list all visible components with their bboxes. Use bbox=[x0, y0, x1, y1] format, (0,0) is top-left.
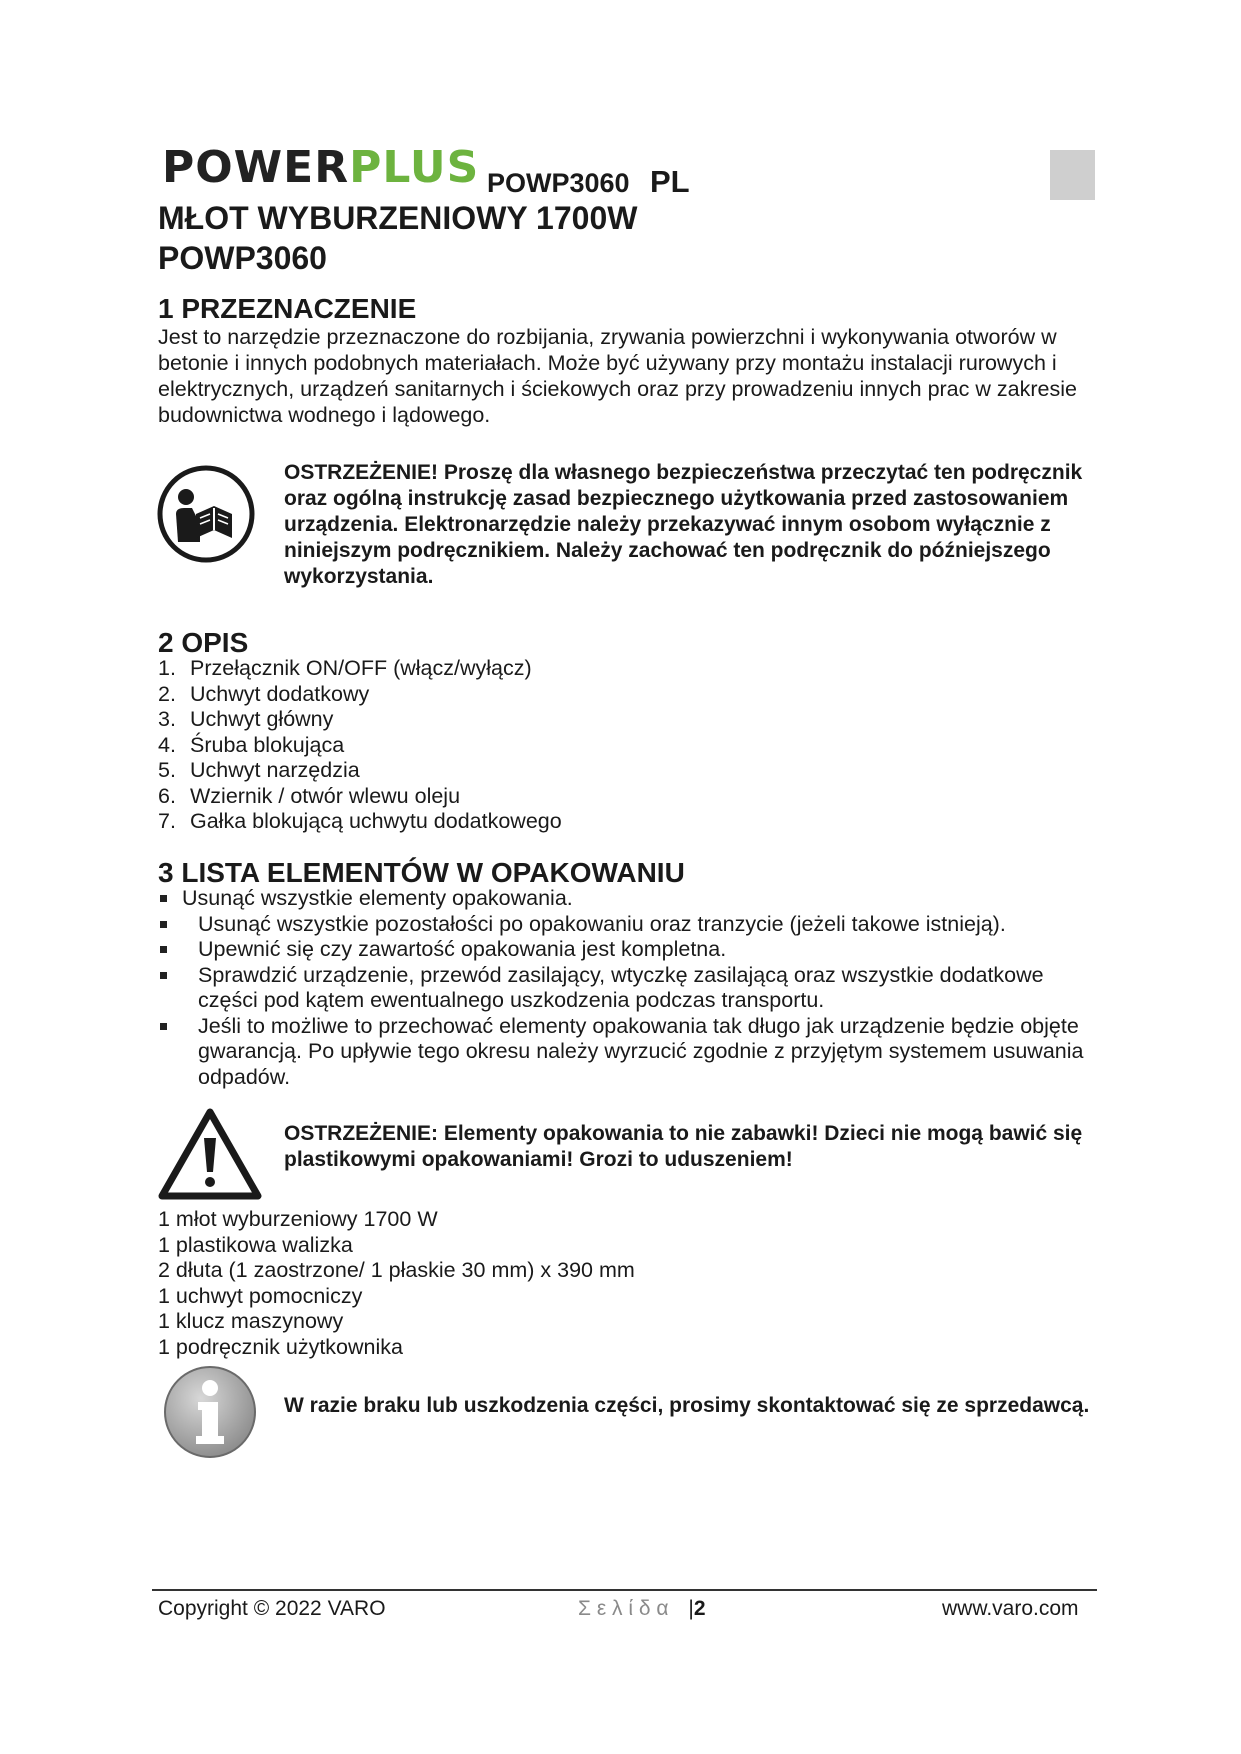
page-subtitle: POWP3060 bbox=[158, 240, 327, 276]
list-item: Usunąć wszystkie elementy opakowania. bbox=[158, 886, 1108, 912]
footer-copyright: Copyright © 2022 VARO bbox=[158, 1597, 386, 1620]
list-item: Jeśli to możliwe to przechować elementy opakowania tak długo jak urządzenie będzie objęte gwarancją. Po upływie tego okresu należy wyrzucić zgodnie z przyjętym systemem usuwania odpadów. bbox=[158, 1014, 1108, 1091]
list-item: Sprawdzić urządzenie, przewód zasilający, wtyczkę zasilającą oraz wszystkie dodatkowe części pod kątem ewentualnego uszkodzenia podczas transportu. bbox=[158, 963, 1108, 1014]
list-item: 1 uchwyt pomocniczy bbox=[158, 1283, 363, 1308]
language-tab-marker bbox=[1050, 150, 1095, 200]
bullet-icon bbox=[160, 972, 167, 979]
page-number: 2 bbox=[693, 1597, 706, 1620]
list-item: 3. Uchwyt główny bbox=[158, 707, 334, 731]
package-contents-list bbox=[158, 1207, 635, 1360]
missing-parts-info: W razie braku lub uszkodzenia części, prosimy skontaktować się ze sprzedawcą. bbox=[284, 1394, 1090, 1417]
list-item: 1 podręcznik użytkownika bbox=[158, 1334, 403, 1359]
list-item: 5. Uchwyt narzędzia bbox=[158, 758, 360, 782]
page-label: Σ ε λ ί δ α bbox=[578, 1597, 669, 1620]
bullet-icon bbox=[160, 1023, 167, 1030]
section-heading-package-contents: 3 LISTA ELEMENTÓW W OPAKOWANIU bbox=[158, 857, 685, 888]
language-code: PL bbox=[650, 164, 690, 199]
list-item: 4. Śruba blokująca bbox=[158, 732, 345, 757]
list-item: 6. Wziernik / otwór wlewu oleju bbox=[158, 783, 461, 808]
packaging-warning: OSTRZEŻENIE: Elementy opakowania to nie zabawki! Dzieci nie mogą bawić się plastikowymi opakowaniami! Grozi to uduszeniem! bbox=[284, 1122, 1083, 1171]
page-title: MŁOT WYBURZENIOWY 1700W bbox=[158, 200, 638, 236]
model-code: POWP3060 bbox=[487, 168, 630, 198]
bullet-icon bbox=[160, 946, 167, 953]
page-separator: | bbox=[688, 1597, 694, 1620]
warning-triangle-icon bbox=[158, 1108, 262, 1200]
bullet-icon bbox=[160, 921, 167, 928]
list-item: 2. Uchwyt dodatkowy bbox=[158, 681, 370, 706]
list-item: 1. Przełącznik ON/OFF (włącz/wyłącz) bbox=[158, 656, 532, 680]
brand-logo bbox=[162, 142, 480, 193]
bullet-icon bbox=[160, 895, 167, 902]
parts-list bbox=[158, 656, 562, 835]
unpacking-list bbox=[158, 886, 1108, 1090]
section-heading-purpose: 1 PRZEZNACZENIE bbox=[158, 293, 417, 324]
read-manual-warning: OSTRZEŻENIE! Proszę dla własnego bezpieczeństwa przeczytać ten podręcznik oraz ogólną instrukcję zasad bezpiecznego użytkowania przed zastosowaniem urządzenia. Elektronarzędzie należy przekazywać innym osobom wyłącznie z niniejszym podręcznikiem. Należy zachować ten podręcznik do późniejszego wykorzystania. bbox=[284, 461, 1083, 588]
list-item: Usunąć wszystkie pozostałości po opakowaniu oraz tranzycie (jeżeli takowe istnieją). bbox=[158, 912, 1108, 938]
logo-power: POWER bbox=[162, 142, 350, 193]
footer-website: www.varo.com bbox=[942, 1597, 1079, 1620]
list-item: 1 młot wyburzeniowy 1700 W bbox=[158, 1207, 438, 1231]
list-item: 7. Gałka blokującą uchwytu dodatkowego bbox=[158, 809, 562, 833]
list-item: 2 dłuta (1 zaostrzone/ 1 płaskie 30 mm) x 390 mm bbox=[158, 1258, 635, 1282]
footer-page-indicator bbox=[578, 1597, 706, 1621]
list-item: 1 klucz maszynowy bbox=[158, 1309, 344, 1333]
info-icon bbox=[162, 1364, 258, 1460]
list-item: 1 plastikowa walizka bbox=[158, 1232, 353, 1257]
footer-divider bbox=[152, 1589, 1097, 1591]
read-manual-icon bbox=[156, 464, 256, 564]
purpose-text: Jest to narzędzie przeznaczone do rozbijania, zrywania powierzchni i wykonywania otworów w betonie i innych podobnych materiałach. Może być używany przy montażu instalacji rurowych i elektrycznych, urządzeń sanitarnych i ściekowych oraz przy prowadzeniu innych prac w zakresie budownictwa wodnego i lądowego. bbox=[158, 325, 1077, 427]
list-item: Upewnić się czy zawartość opakowania jest kompletna. bbox=[158, 937, 1108, 963]
logo-plus: PLUS bbox=[349, 142, 480, 193]
section-heading-description: 2 OPIS bbox=[158, 627, 249, 658]
